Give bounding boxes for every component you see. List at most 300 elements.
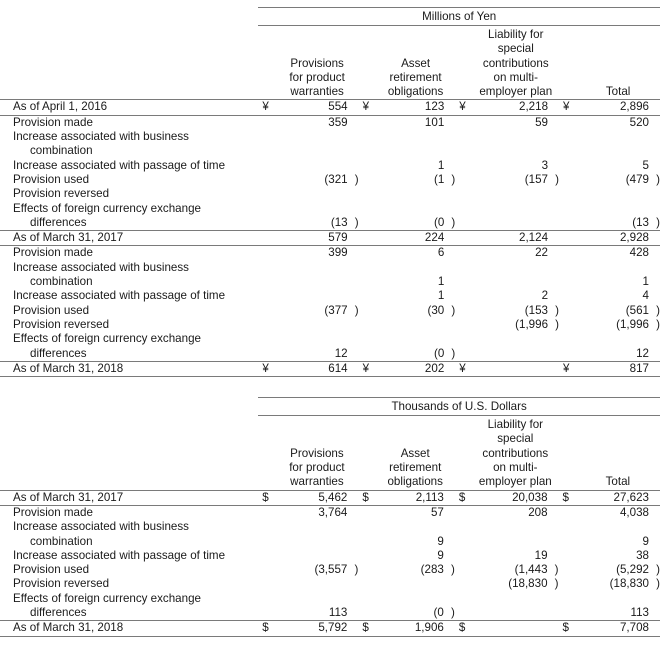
table-row — [0, 202, 660, 216]
header-label-spacer — [0, 42, 258, 56]
table-row — [0, 231, 660, 246]
negative-close: ) — [554, 563, 559, 577]
cell-value: 428 — [629, 246, 649, 260]
cell-value — [376, 261, 455, 275]
header-symbol-spacer — [258, 57, 275, 71]
negative-open: (13 — [330, 215, 348, 229]
negative-open: (3,557 — [314, 563, 348, 577]
cell-value — [276, 304, 359, 318]
row-label: differences — [30, 215, 87, 229]
cell-value: 208 — [528, 505, 548, 519]
column-header-aro — [376, 418, 455, 432]
cell-value — [376, 347, 455, 362]
header-label-spacer — [0, 28, 258, 42]
cell-value — [472, 520, 558, 534]
header-label-spacer — [0, 85, 258, 100]
column-header-provisions — [276, 28, 359, 42]
negative-open: (1,996 — [515, 317, 549, 331]
currency-symbol — [258, 563, 275, 577]
cell-value — [472, 535, 558, 549]
currency-symbol — [359, 289, 376, 303]
cell-value: 1 — [642, 275, 649, 289]
cell-value — [276, 173, 359, 187]
currency-symbol — [359, 246, 376, 261]
cell-value — [576, 520, 660, 534]
column-header-provisions: warranties — [290, 475, 344, 489]
table-thousands-of-us-dollars — [0, 397, 660, 636]
group-header-spacer — [0, 398, 258, 416]
currency-symbol — [455, 231, 472, 246]
currency-symbol — [359, 144, 376, 158]
header-symbol-spacer — [559, 71, 576, 85]
negative-open: (18,830 — [508, 577, 548, 591]
negative-close: ) — [354, 303, 359, 317]
header-symbol-spacer — [455, 461, 472, 475]
column-header-provisions: for product — [289, 70, 345, 84]
currency-symbol — [559, 246, 576, 261]
negative-close: ) — [555, 303, 560, 317]
cell-value: 2,124 — [473, 231, 560, 246]
header-symbol-spacer — [559, 57, 576, 71]
column-header-total: Total — [605, 475, 631, 489]
negative-close: ) — [656, 172, 660, 186]
cell-value — [576, 261, 660, 275]
header-symbol-spacer — [559, 461, 576, 475]
row-label: Provision made — [13, 505, 93, 519]
row-label: As of April 1, 2016 — [0, 100, 258, 115]
row-label: Increase associated with business — [13, 130, 189, 144]
cell-value — [276, 318, 359, 332]
currency-symbol: $ — [559, 621, 576, 636]
currency-symbol — [559, 347, 576, 362]
column-header-multi: special — [497, 432, 534, 446]
currency-symbol — [359, 275, 376, 289]
table-row — [0, 347, 660, 362]
cell-value — [275, 563, 358, 577]
cell-value — [276, 187, 359, 201]
cell-value — [576, 304, 660, 318]
currency-symbol: $ — [455, 490, 472, 505]
negative-open: (0 — [433, 605, 444, 619]
header-symbol-spacer — [258, 28, 275, 42]
currency-symbol — [559, 275, 576, 289]
currency-symbol: ¥ — [359, 361, 376, 376]
cell-value — [473, 318, 560, 332]
cell-value — [576, 202, 660, 216]
row-label: As of March 31, 2018 — [0, 621, 258, 636]
header-label-spacer — [0, 418, 258, 432]
cell-value: 224 — [376, 231, 455, 246]
cell-value: 9 — [437, 548, 444, 562]
cell-value: 2,113 — [376, 490, 455, 505]
header-symbol-spacer — [359, 71, 376, 85]
currency-symbol — [258, 246, 275, 261]
header-symbol-spacer — [559, 85, 576, 100]
header-symbol-spacer — [455, 42, 472, 56]
cell-value — [376, 187, 455, 201]
cell-value: 12 — [636, 346, 649, 360]
currency-symbol — [455, 318, 472, 332]
row-label: Provision reversed — [13, 577, 110, 591]
cell-value — [576, 563, 660, 577]
currency-symbol — [559, 535, 576, 549]
table-row — [0, 361, 660, 376]
currency-symbol — [258, 347, 275, 362]
column-header-row — [0, 28, 660, 42]
currency-symbol — [455, 520, 472, 534]
table-row — [0, 100, 660, 115]
currency-symbol — [455, 592, 472, 606]
currency-symbol — [455, 275, 472, 289]
negative-close: ) — [656, 577, 660, 591]
header-symbol-spacer — [455, 475, 472, 490]
column-header-multi: on multi- — [493, 70, 538, 84]
currency-symbol — [359, 159, 376, 173]
negative-close: ) — [354, 172, 359, 186]
cell-value — [376, 332, 455, 346]
cell-value — [376, 216, 455, 231]
header-symbol-spacer — [559, 432, 576, 446]
column-header-aro — [376, 42, 455, 56]
row-label: combination — [30, 534, 93, 548]
currency-symbol — [258, 159, 275, 173]
header-symbol-spacer — [358, 475, 375, 490]
header-symbol-spacer — [258, 85, 275, 100]
cell-value — [276, 159, 359, 173]
currency-symbol: $ — [258, 621, 275, 636]
negative-close: ) — [555, 317, 560, 331]
column-header-row — [0, 475, 660, 490]
header-symbol-spacer — [359, 42, 376, 56]
header-symbol-spacer — [455, 447, 472, 461]
currency-symbol — [258, 202, 275, 216]
row-label: Provision made — [13, 246, 93, 260]
cell-value: 6 — [437, 246, 445, 260]
cell-value: 2 — [541, 289, 549, 303]
table-row — [0, 275, 660, 289]
cell-value — [276, 130, 359, 144]
cell-value — [576, 144, 660, 158]
currency-symbol — [258, 231, 275, 246]
negative-open: (1,443 — [514, 563, 548, 577]
currency-symbol — [559, 318, 576, 332]
negative-close: ) — [656, 215, 660, 229]
cell-value: 3,764 — [318, 505, 348, 519]
currency-symbol: $ — [559, 490, 576, 505]
negative-close: ) — [554, 577, 559, 591]
cell-value: 4 — [642, 289, 649, 303]
row-label: As of March 31, 2018 — [0, 361, 258, 376]
currency-symbol — [455, 549, 472, 563]
negative-close: ) — [555, 172, 560, 186]
cell-value — [473, 261, 560, 275]
header-label-spacer — [0, 57, 258, 71]
row-label: Provision used — [13, 303, 90, 317]
table-row — [0, 606, 660, 621]
currency-symbol — [559, 332, 576, 346]
currency-symbol — [258, 173, 275, 187]
cell-value: 817 — [576, 361, 660, 376]
currency-symbol — [258, 187, 275, 201]
cell-value: 113 — [328, 605, 348, 619]
table-row — [0, 505, 660, 520]
cell-value — [576, 332, 660, 346]
row-label: Provision used — [13, 172, 90, 186]
currency-symbol — [258, 115, 275, 130]
column-header-total — [576, 432, 660, 446]
currency-symbol — [559, 606, 576, 621]
group-header-spacer — [0, 8, 258, 26]
cell-value — [576, 577, 660, 591]
table-row — [0, 592, 660, 606]
cell-value: 27,623 — [576, 490, 660, 505]
cell-value: 3 — [541, 158, 549, 172]
table-row — [0, 115, 660, 130]
column-header-provisions: Provisions — [290, 446, 344, 460]
currency-symbol: ¥ — [258, 361, 275, 376]
cell-value — [376, 606, 455, 621]
negative-open: (283 — [420, 563, 444, 577]
cell-value: 5 — [642, 158, 649, 172]
column-header-total — [576, 57, 660, 71]
currency-symbol: ¥ — [559, 361, 576, 376]
currency-symbol — [455, 173, 472, 187]
negative-open: (153 — [524, 303, 549, 317]
cell-value — [576, 130, 660, 144]
table-millions-of-yen — [0, 7, 660, 377]
row-label: Increase associated with passage of time — [13, 548, 226, 562]
cell-value: 7,708 — [576, 621, 660, 636]
currency-symbol — [358, 535, 375, 549]
currency-symbol: ¥ — [359, 100, 376, 115]
column-header-provisions: for product — [289, 461, 345, 475]
row-label: combination — [30, 144, 93, 158]
tables-container — [0, 7, 660, 637]
currency-symbol — [559, 231, 576, 246]
cell-value: 1 — [437, 158, 445, 172]
currency-symbol: ¥ — [455, 100, 472, 115]
cell-value: 9 — [437, 534, 444, 548]
header-symbol-spacer — [258, 42, 275, 56]
negative-open: (18,830 — [609, 577, 649, 591]
currency-symbol — [358, 577, 375, 591]
table-row — [0, 318, 660, 332]
cell-value — [473, 304, 560, 318]
table-row — [0, 216, 660, 231]
row-label: Effects of foreign currency exchange — [13, 332, 201, 346]
cell-value — [473, 347, 560, 362]
header-symbol-spacer — [258, 71, 275, 85]
currency-symbol — [559, 592, 576, 606]
cell-value: 57 — [430, 505, 444, 519]
column-header-aro: Asset — [401, 56, 431, 70]
currency-symbol — [359, 318, 376, 332]
cell-value — [376, 577, 455, 591]
cell-value — [576, 318, 660, 332]
cell-value — [276, 275, 359, 289]
row-label: differences — [30, 346, 87, 360]
negative-open: (30 — [427, 303, 445, 317]
negative-open: (377 — [324, 303, 348, 317]
table-separator — [0, 377, 660, 397]
cell-value — [276, 289, 359, 303]
cell-value — [473, 144, 560, 158]
column-header-multi: on multi- — [493, 461, 538, 475]
group-header-row — [0, 398, 660, 416]
cell-value: 1,906 — [376, 621, 455, 636]
column-header-provisions — [276, 42, 359, 56]
table-row — [0, 563, 660, 577]
column-header-row — [0, 447, 660, 461]
negative-open: (13 — [632, 215, 649, 229]
cell-value — [376, 592, 455, 606]
column-header-row — [0, 418, 660, 432]
cell-value: 520 — [629, 115, 649, 129]
cell-value — [276, 332, 359, 346]
table-row — [0, 535, 660, 549]
column-header-provisions: warranties — [290, 85, 344, 99]
column-header-multi: special — [497, 42, 534, 56]
currency-symbol — [455, 130, 472, 144]
currency-symbol — [455, 246, 472, 261]
row-label: As of March 31, 2017 — [0, 490, 258, 505]
currency-symbol — [258, 216, 275, 231]
header-symbol-spacer — [358, 447, 375, 461]
negative-close: ) — [451, 172, 456, 186]
currency-symbol — [559, 115, 576, 130]
cell-value: 202 — [376, 361, 455, 376]
currency-symbol — [455, 216, 472, 231]
negative-close: ) — [451, 346, 456, 360]
row-label: Effects of foreign currency exchange — [13, 201, 201, 215]
currency-symbol — [359, 130, 376, 144]
group-header-row — [0, 8, 660, 26]
header-symbol-spacer — [258, 447, 275, 461]
currency-symbol — [559, 577, 576, 591]
cell-value — [275, 549, 358, 563]
cell-value — [576, 592, 660, 606]
column-header-multi: contributions — [482, 446, 549, 460]
cell-value — [376, 304, 455, 318]
cell-value — [576, 173, 660, 187]
table-row — [0, 246, 660, 261]
negative-open: (0 — [433, 346, 445, 360]
column-header-total: Total — [605, 85, 631, 99]
header-symbol-spacer — [455, 85, 472, 100]
negative-open: (5,292 — [616, 563, 649, 577]
cell-value: 2,896 — [576, 100, 660, 115]
currency-symbol — [559, 304, 576, 318]
cell-value: 22 — [535, 246, 549, 260]
row-label: differences — [30, 605, 87, 619]
currency-symbol — [359, 187, 376, 201]
cell-value — [472, 592, 558, 606]
negative-open: (0 — [433, 215, 445, 229]
cell-value — [276, 202, 359, 216]
cell-value: 2,928 — [576, 231, 660, 246]
column-header-provisions — [275, 432, 358, 446]
currency-symbol — [258, 130, 275, 144]
negative-close: ) — [354, 215, 359, 229]
currency-symbol — [455, 332, 472, 346]
currency-symbol: ¥ — [559, 100, 576, 115]
cell-value — [472, 606, 558, 621]
cell-value — [576, 216, 660, 231]
currency-symbol: $ — [358, 490, 375, 505]
currency-unit-header: Thousands of U.S. Dollars — [258, 398, 660, 416]
currency-symbol — [455, 115, 472, 130]
currency-symbol — [258, 549, 275, 563]
currency-symbol: ¥ — [455, 361, 472, 376]
cell-value: 113 — [630, 605, 649, 619]
cell-value — [472, 577, 558, 591]
currency-symbol — [559, 520, 576, 534]
currency-symbol — [559, 216, 576, 231]
header-symbol-spacer — [358, 432, 375, 446]
negative-open: (479 — [625, 172, 649, 186]
currency-symbol — [258, 535, 275, 549]
currency-symbol — [455, 505, 472, 520]
cell-value: 9 — [642, 534, 649, 548]
currency-symbol — [358, 505, 375, 520]
column-header-multi: employer plan — [478, 475, 552, 489]
header-symbol-spacer — [455, 432, 472, 446]
column-header-total — [576, 418, 660, 432]
cell-value: 554 — [276, 100, 359, 115]
currency-symbol — [455, 159, 472, 173]
cell-value — [376, 563, 455, 577]
cell-value — [473, 216, 560, 231]
currency-symbol — [455, 577, 472, 591]
cell-value — [473, 187, 560, 201]
cell-value — [473, 332, 560, 346]
currency-symbol — [359, 347, 376, 362]
currency-symbol — [258, 318, 275, 332]
cell-value: 12 — [334, 346, 348, 360]
currency-symbol — [358, 549, 375, 563]
currency-symbol — [455, 563, 472, 577]
cell-value: 123 — [376, 100, 455, 115]
row-label: Provision used — [13, 563, 90, 577]
cell-value — [275, 592, 358, 606]
cell-value — [472, 563, 558, 577]
header-symbol-spacer — [455, 418, 472, 432]
cell-value: 359 — [328, 115, 348, 129]
cell-value: 5,792 — [275, 621, 358, 636]
cell-value — [473, 130, 560, 144]
cell-value — [576, 187, 660, 201]
currency-symbol — [455, 187, 472, 201]
header-symbol-spacer — [359, 57, 376, 71]
column-header-total — [576, 42, 660, 56]
currency-symbol: $ — [358, 621, 375, 636]
currency-symbol — [455, 289, 472, 303]
column-header-multi: contributions — [482, 56, 549, 70]
cell-value — [276, 216, 359, 231]
table-row — [0, 144, 660, 158]
financial-table — [0, 397, 660, 636]
currency-symbol — [455, 606, 472, 621]
column-header-total — [576, 447, 660, 461]
currency-symbol — [559, 549, 576, 563]
cell-value — [376, 318, 455, 332]
currency-symbol — [258, 520, 275, 534]
currency-symbol — [455, 347, 472, 362]
currency-symbol — [455, 202, 472, 216]
negative-close: ) — [451, 215, 456, 229]
currency-symbol — [359, 261, 376, 275]
currency-symbol — [358, 606, 375, 621]
